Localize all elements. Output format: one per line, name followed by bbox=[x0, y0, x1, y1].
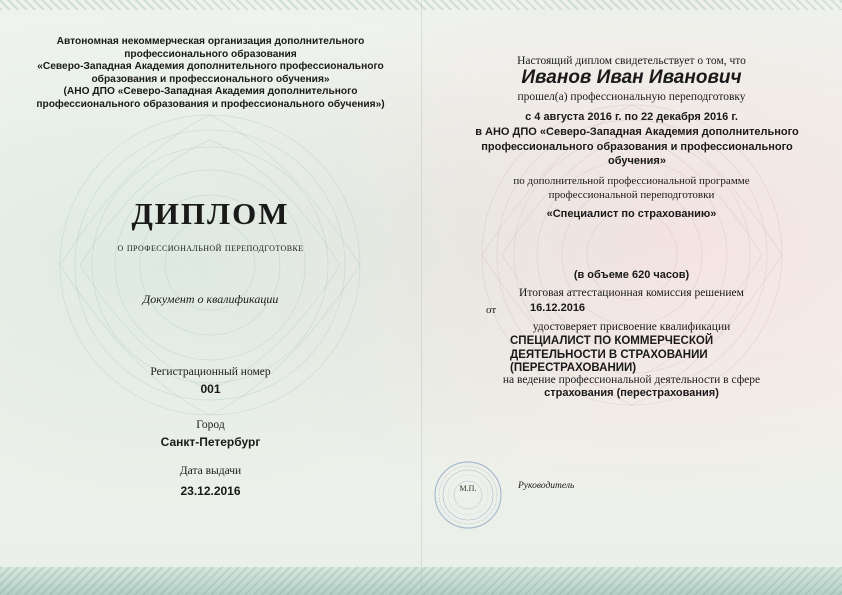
org-line: (АНО ДПО «Северо-Западная Академия дополнительного bbox=[63, 86, 358, 98]
stamp-label: М.П. bbox=[459, 484, 477, 493]
qualification-title bbox=[510, 335, 760, 376]
bottom-ornament-border bbox=[0, 567, 842, 595]
seal-stamp-icon bbox=[433, 460, 503, 530]
commission-statement: Итоговая аттестационная комиссия решением bbox=[519, 287, 744, 299]
study-period: с 4 августа 2016 г. по 22 декабря 2016 г. bbox=[525, 111, 738, 123]
org-line: образования и профессионального обучения» bbox=[91, 73, 330, 85]
document-title: ДИПЛОМ bbox=[131, 196, 290, 231]
qualification-line: (ПЕРЕСТРАХОВАНИИ) bbox=[510, 362, 637, 374]
program-label bbox=[421, 174, 842, 202]
registration-number-label: Регистрационный номер bbox=[150, 366, 271, 378]
decision-date: 16.12.2016 bbox=[530, 302, 586, 314]
qualification-line: ДЕЯТЕЛЬНОСТИ В СТРАХОВАНИИ bbox=[510, 348, 708, 361]
document-subtitle: о профессиональной переподготовке bbox=[117, 242, 304, 254]
training-organization bbox=[452, 125, 822, 169]
org-line: профессионального образования и профессионального обучения») bbox=[36, 98, 385, 110]
decision-from-label: от bbox=[486, 304, 497, 316]
document-type: Документ о квалификации bbox=[142, 292, 279, 306]
director-signature-label: Руководитель bbox=[518, 481, 575, 491]
city-label: Город bbox=[196, 419, 225, 431]
org-line: Автономная некоммерческая организация дополнительного bbox=[56, 36, 365, 47]
issue-date-value: 23.12.2016 bbox=[180, 484, 241, 498]
qualification-statement: удостоверяет присвоение квалификации bbox=[532, 321, 731, 333]
program-name: «Специалист по страхованию» bbox=[546, 208, 717, 220]
program-label-line: профессиональной переподготовки bbox=[548, 189, 715, 201]
program-hours: (в объеме 620 часов) bbox=[573, 269, 690, 281]
activity-right-label: на ведение профессиональной деятельности в сфере bbox=[502, 374, 761, 386]
certification-intro: Настоящий диплом свидетельствует о том, что bbox=[517, 55, 746, 67]
qualification-line: СПЕЦИАЛИСТ ПО КОММЕРЧЕСКОЙ bbox=[510, 335, 714, 347]
org-line: в АНО ДПО «Северо-Западная Академия дополнительного bbox=[475, 126, 799, 138]
issue-date-label: Дата выдачи bbox=[179, 465, 242, 477]
registration-number-value: 001 bbox=[200, 382, 221, 396]
org-line: профессионального образования и профессионального bbox=[481, 140, 793, 153]
issuing-organization bbox=[0, 36, 421, 112]
city-value: Санкт-Петербург bbox=[160, 435, 261, 449]
org-line: «Северо-Западная Академия дополнительного профессионального bbox=[37, 61, 384, 73]
org-line: обучения» bbox=[608, 155, 666, 167]
org-line: профессионального образования bbox=[124, 48, 297, 60]
program-label-line: по дополнительной профессиональной программе bbox=[513, 175, 750, 187]
activity-right-value: страхования (перестрахования) bbox=[544, 387, 719, 399]
holder-name: Иванов Иван Иванович bbox=[521, 67, 742, 88]
completion-statement: прошел(а) профессиональную переподготовку bbox=[517, 91, 746, 103]
